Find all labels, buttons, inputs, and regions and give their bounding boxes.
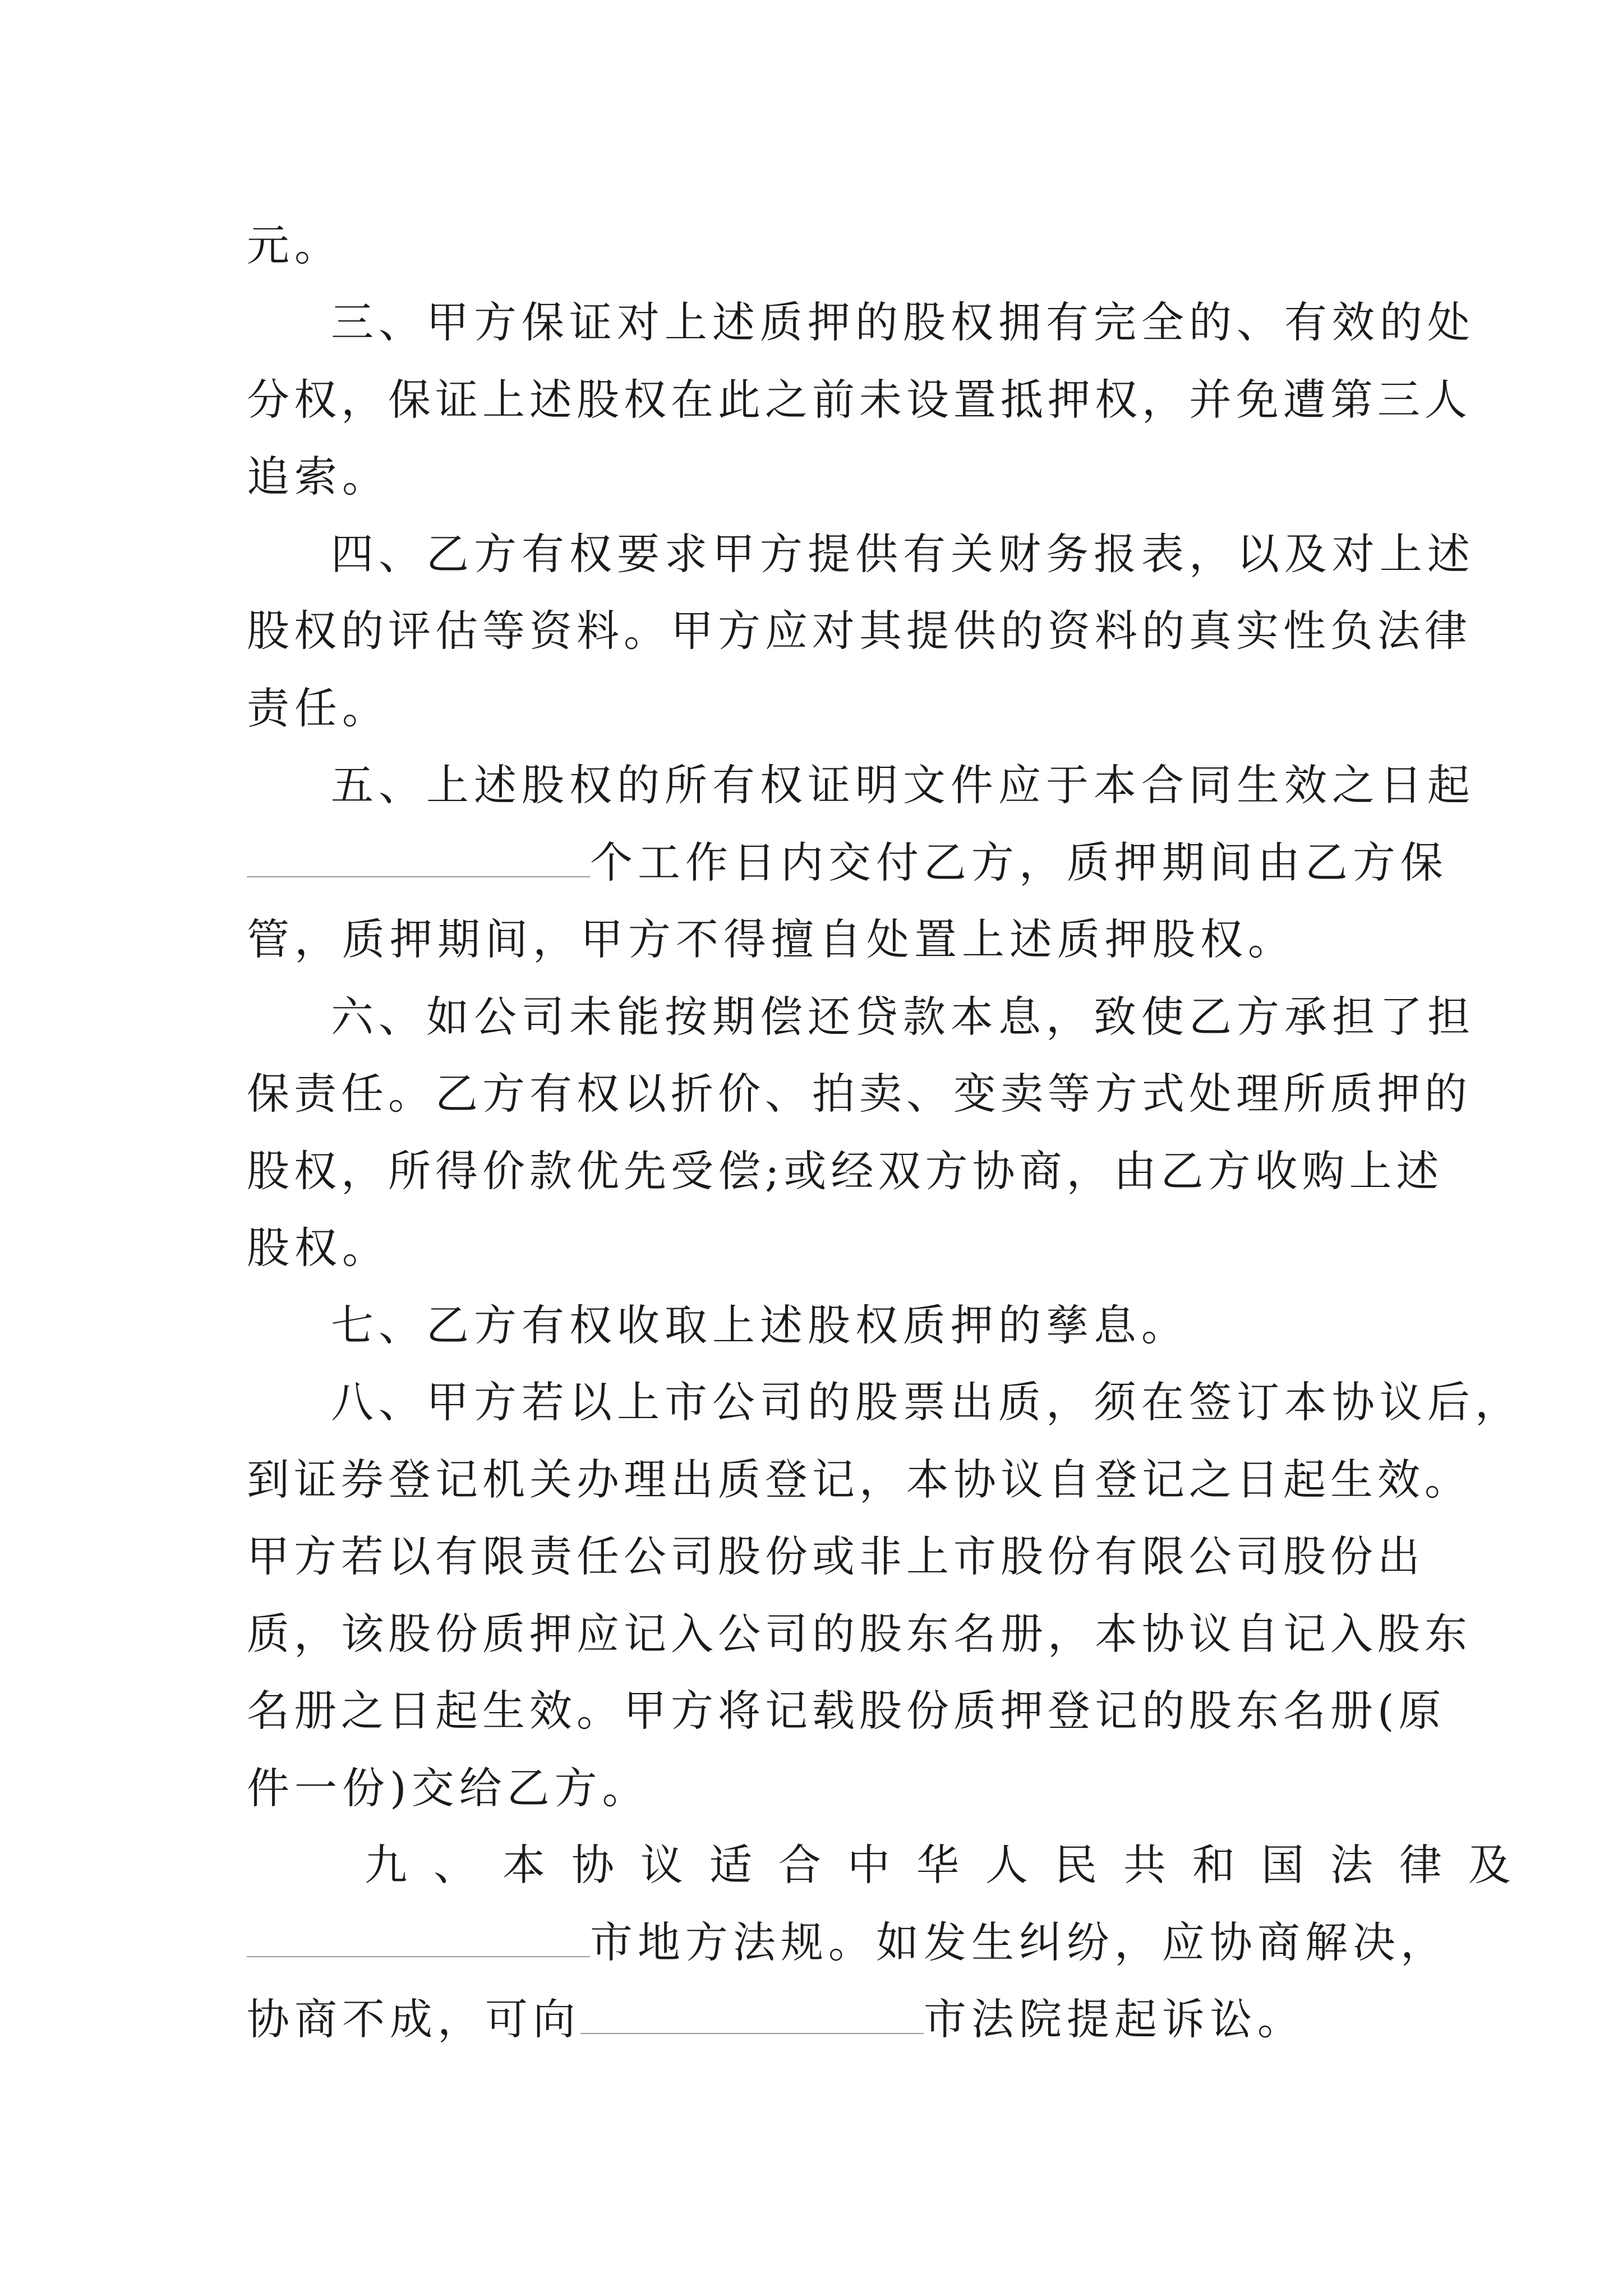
text-line: 协商不成，可向 市法院提起诉讼。	[247, 1994, 1305, 2044]
text-line: 股权的评估等资料。甲方应对其提供的资料的真实性负法律	[247, 606, 1472, 656]
clause-5-line-1: 五、上述股权的所有权证明文件应于本合同生效之日起	[331, 760, 1475, 810]
blank-field	[247, 837, 590, 877]
text-line: 元。	[247, 220, 342, 270]
text-line: 市地方法规。如发生纠纷，应协商解决，	[247, 1915, 1448, 1971]
blank-field	[580, 1994, 924, 2034]
clause-7-line-1: 七、乙方有权收取上述股权质押的孳息。	[331, 1300, 1189, 1350]
text-line: 质，该股份质押应记入公司的股东名册，本协议自记入股东	[247, 1609, 1472, 1659]
text-line: 股权。	[247, 1223, 390, 1273]
text-line: 件一份)交给乙方。	[247, 1763, 650, 1813]
text-line: 名册之日起生效。甲方将记载股份质押登记的股东名册(原	[247, 1686, 1446, 1736]
text-line: 甲方若以有限责任公司股份或非上市股份有限公司股份出	[247, 1531, 1424, 1581]
text-line: 追索。	[247, 452, 390, 501]
clause-6-line-1: 六、如公司未能按期偿还贷款本息，致使乙方承担了担	[331, 992, 1475, 1042]
blank-field	[247, 1917, 590, 1957]
text-line: 管，质押期间，甲方不得擅自处置上述质押股权。	[247, 914, 1295, 964]
text-line: 责任。	[247, 683, 390, 733]
clause-3-line-1: 三、甲方保证对上述质押的股权拥有完全的、有效的处	[331, 297, 1475, 347]
text-line: 个工作日内交付乙方，质押期间由乙方保	[247, 835, 1448, 891]
text-line: 分权，保证上述股权在此之前未设置抵押权，并免遭第三人	[247, 375, 1472, 425]
text-line: 股权，所得价款优先受偿;或经双方协商，由乙方收购上述	[247, 1146, 1444, 1196]
text-line: 保责任。乙方有权以折价、拍卖、变卖等方式处理所质押的	[247, 1069, 1472, 1119]
clause-8-line-1: 八、甲方若以上市公司的股票出质，须在签订本协议后，	[331, 1377, 1523, 1427]
clause-4-line-1: 四、乙方有权要求甲方提供有关财务报表，以及对上述	[331, 529, 1475, 579]
clause-9-line-1: 九、本协议适合中华人民共和国法律及	[365, 1840, 1537, 1890]
text-line: 到证券登记机关办理出质登记，本协议自登记之日起生效。	[247, 1455, 1472, 1504]
